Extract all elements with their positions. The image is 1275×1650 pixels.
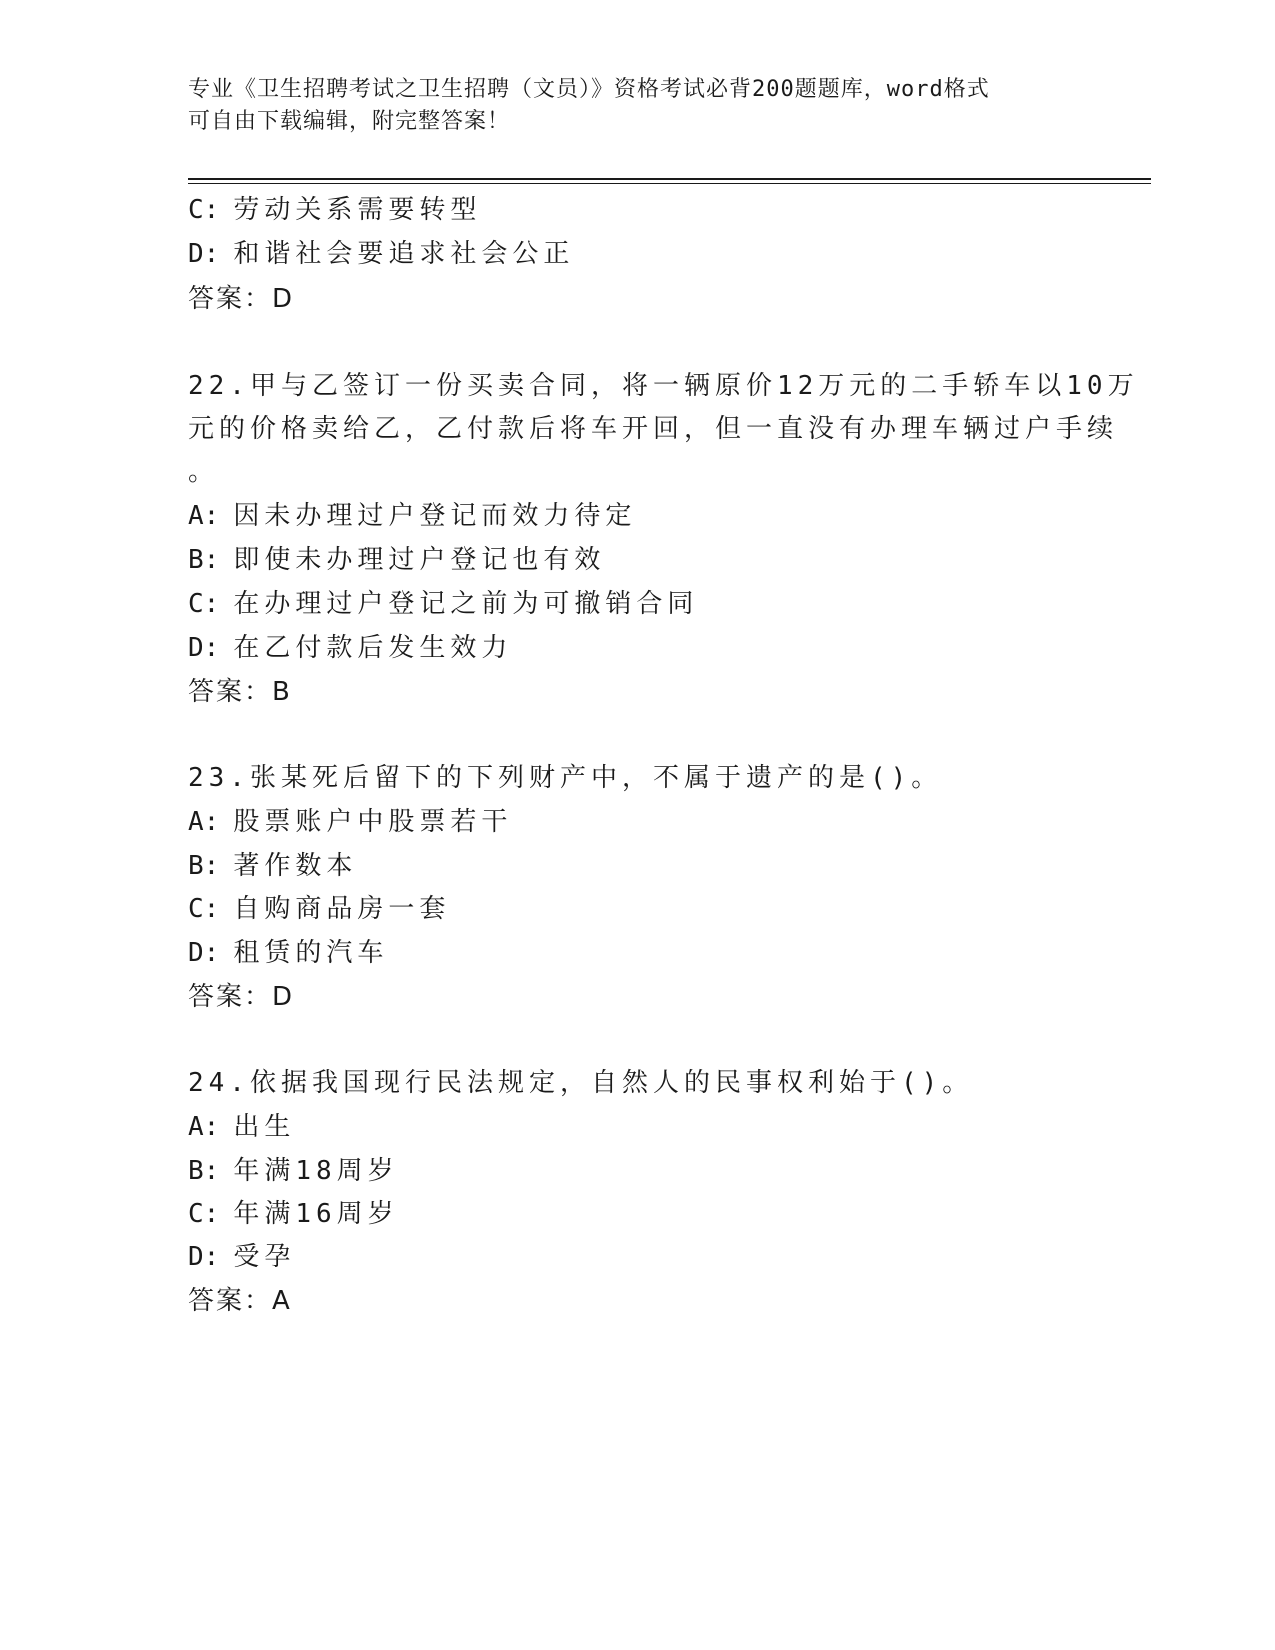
option-prefix: D: bbox=[188, 938, 220, 968]
option-text: 出生 bbox=[233, 1112, 296, 1142]
q22-answer: 答案：B bbox=[188, 677, 292, 707]
option-text: 因未办理过户登记而效力待定 bbox=[233, 501, 637, 531]
option-text: 在乙付款后发生效力 bbox=[233, 633, 513, 663]
q23-answer: 答案：D bbox=[188, 982, 295, 1012]
header-line-1: 专业《卫生招聘考试之卫生招聘（文员）》资格考试必背200题题库，word格式 bbox=[188, 77, 990, 102]
q24-option-c bbox=[188, 1198, 399, 1230]
option-text: 在办理过户登记之前为可撤销合同 bbox=[233, 589, 699, 619]
q24-question-line-1: 24.依据我国现行民法规定，自然人的民事权利始于()。 bbox=[188, 1068, 974, 1098]
q23-option-c bbox=[188, 893, 450, 925]
option-text: 和谐社会要追求社会公正 bbox=[233, 239, 575, 269]
option-text: 租赁的汽车 bbox=[233, 938, 389, 968]
q23-option-d bbox=[188, 937, 388, 969]
option-text: 劳动关系需要转型 bbox=[233, 195, 482, 225]
option-prefix: D: bbox=[188, 1242, 220, 1272]
option-prefix: C: bbox=[188, 1199, 220, 1229]
option-text: 受孕 bbox=[233, 1242, 296, 1272]
option-text: 即使未办理过户登记也有效 bbox=[233, 545, 606, 575]
q24-option-d bbox=[188, 1241, 295, 1273]
q21-answer: 答案：D bbox=[188, 284, 295, 314]
q23-option-b bbox=[188, 850, 357, 882]
q22-question-line-3: 。 bbox=[188, 457, 220, 487]
q24-option-b bbox=[188, 1155, 399, 1187]
q22-option-d bbox=[188, 632, 512, 664]
option-prefix: A: bbox=[188, 1112, 220, 1142]
q22-option-a bbox=[188, 500, 636, 532]
q22-question-line-2: 元的价格卖给乙，乙付款后将车开回，但一直没有办理车辆过户手续 bbox=[188, 414, 1119, 444]
q23-option-a bbox=[188, 806, 512, 838]
option-prefix: B: bbox=[188, 545, 220, 575]
option-prefix: A: bbox=[188, 807, 220, 837]
q21-option-d bbox=[188, 238, 574, 270]
q23-question-line-1: 23.张某死后留下的下列财产中，不属于遗产的是()。 bbox=[188, 763, 943, 793]
q24-answer: 答案：A bbox=[188, 1286, 292, 1316]
option-text: 自购商品房一套 bbox=[233, 894, 451, 924]
option-prefix: B: bbox=[188, 1156, 220, 1186]
option-prefix: C: bbox=[188, 195, 220, 225]
option-prefix: D: bbox=[188, 239, 220, 269]
q21-option-c bbox=[188, 194, 481, 226]
q22-option-b bbox=[188, 544, 605, 576]
q22-option-c bbox=[188, 588, 698, 620]
option-prefix: D: bbox=[188, 633, 220, 663]
q22-question-line-1: 22.甲与乙签订一份买卖合同，将一辆原价12万元的二手轿车以10万 bbox=[188, 371, 1139, 401]
option-prefix: B: bbox=[188, 851, 220, 881]
option-text: 著作数本 bbox=[233, 851, 358, 881]
option-text: 年满16周岁 bbox=[233, 1199, 399, 1229]
option-prefix: A: bbox=[188, 501, 220, 531]
option-prefix: C: bbox=[188, 894, 220, 924]
option-prefix: C: bbox=[188, 589, 220, 619]
header-divider-thin bbox=[188, 183, 1151, 184]
header-line-2: 可自由下载编辑，附完整答案！ bbox=[188, 109, 511, 134]
q24-option-a bbox=[188, 1111, 295, 1143]
header-divider-thick bbox=[188, 178, 1151, 180]
option-text: 年满18周岁 bbox=[233, 1156, 399, 1186]
document-header bbox=[188, 74, 1088, 138]
option-text: 股票账户中股票若干 bbox=[233, 807, 513, 837]
